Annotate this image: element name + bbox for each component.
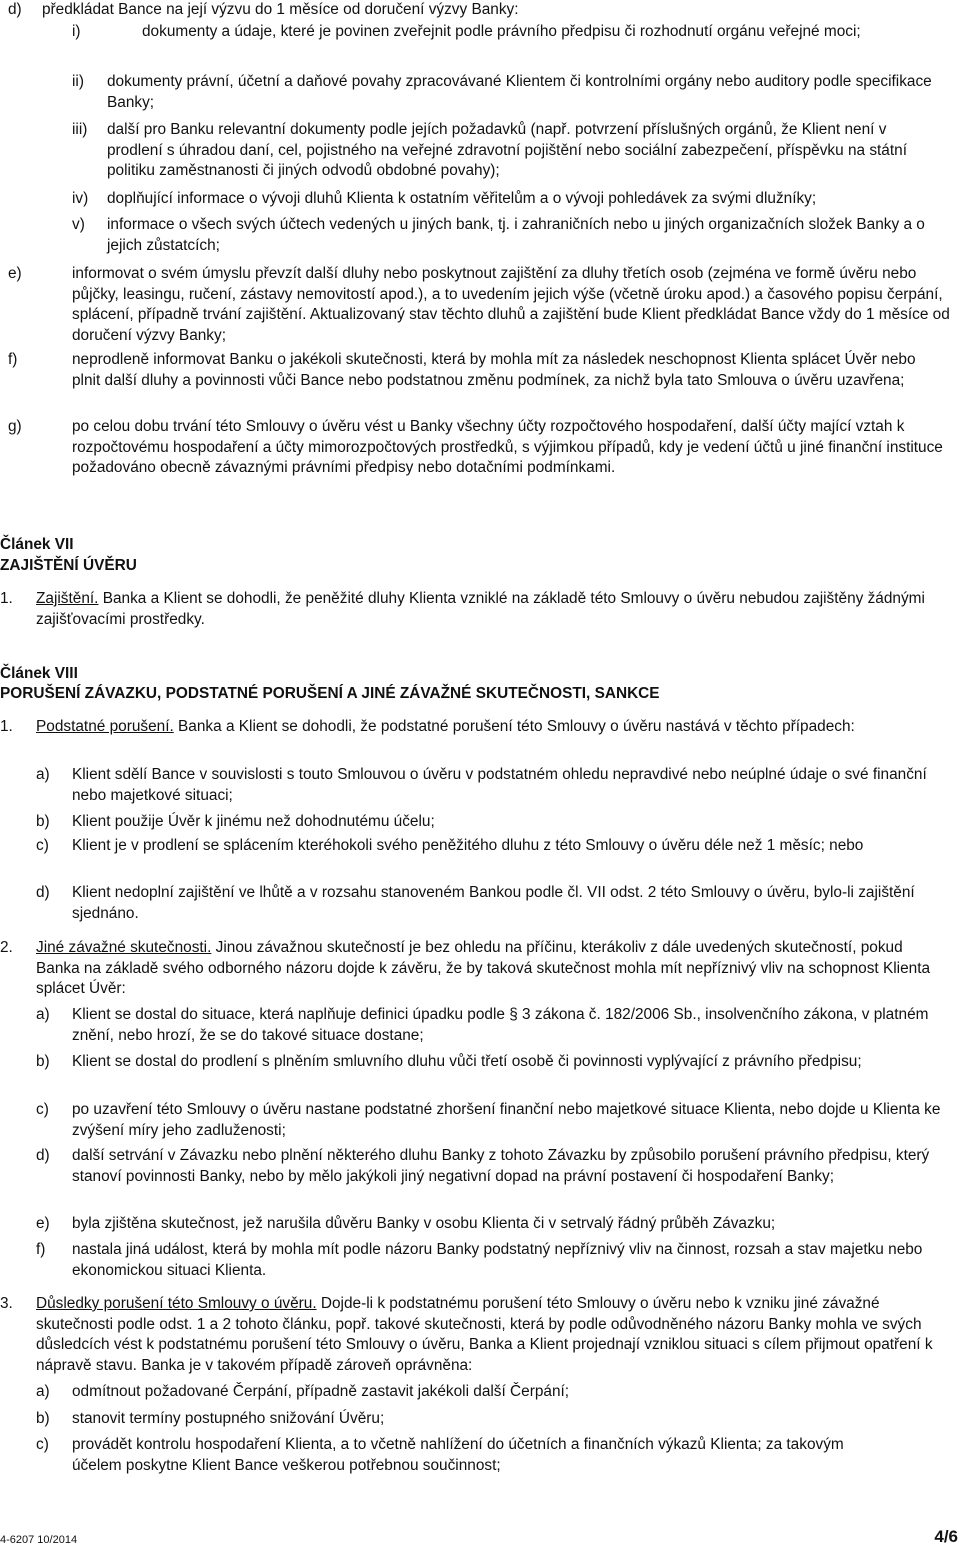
clause-g (0, 417, 945, 479)
article-7-title: Článek VII (0, 536, 74, 553)
clause-text: neprodleně informovat Banku o jakékoli skutečnosti, která by mohla mít za následek neschopnost Klienta splácet Úvěr nebo plnit další dluhy a povinnosti vůči Bance nebo podstatnou změnu podmínek, za nichž byla tato Smlouva o úvěru uzavřena; (72, 351, 916, 389)
document-code: 4-6207 10/2014 (0, 1534, 78, 1546)
sub-item-label: iii) (72, 121, 88, 138)
paragraph-caption: Důsledky porušení této Smlouvy o úvěru. (36, 1295, 317, 1312)
sub-item-label: ii) (72, 73, 84, 90)
clause-label: g) (8, 418, 22, 435)
list-item-label: d) (36, 1147, 50, 1164)
list-item-text: odmítnout požadované Čerpání, případně zastavit jakékoli další Čerpání; (72, 1383, 570, 1400)
article-8-title: Článek VIII (0, 665, 78, 682)
paragraph-body: Jinou závažnou skutečností je bez ohledu na příčinu, kterákoliv z dále uvedených skutečností, pokud Banka na základě svého odborného názoru dojde k závěru, že by taková skutečnost mohla mít nepříznivý vliv na schopnost Klienta splácet Úvěr: (36, 939, 931, 997)
sub-item-text: dokumenty a údaje, které je povinen zveřejnit podle právního předpisu či rozhodnutí orgánu veřejné moci; (142, 23, 861, 40)
paragraph-caption: Jiné závažné skutečnosti. (36, 939, 212, 956)
clause-label: d) (8, 1, 22, 18)
paragraph-caption: Zajištění. (36, 590, 99, 607)
clause-text: po celou dobu trvání této Smlouvy o úvěru vést u Banky všechny účty rozpočtového hospodaření, další účty mající vztah k rozpočtovému hospodaření a účty mimorozpočtových prostředků, s výjimkou případů, kdy je vedení účtů u jiné finanční instituce požadováno obecně závaznými právními předpisy nebo dotačními podmínkami. (72, 418, 943, 476)
list-item (0, 1435, 880, 1476)
clause-f (0, 350, 945, 391)
paragraph-body: Banka a Klient se dohodli, že podstatné porušení této Smlouvy o úvěru nastává v těchto případech: (173, 718, 855, 735)
sub-item-text: další pro Banku relevantní dokumenty podle jejích požadavků (např. potvrzení příslušných orgánů, že Klient není v prodlení s úhradou daní, cel, pojistného na veřejné zdravotní pojištění nebo sociální zabezpečení, příspěvku na státní politiku zaměstnanosti či jiných odvodů obdobné povahy); (107, 121, 907, 179)
sub-item-i (0, 22, 940, 43)
list-item-text: po uzavření této Smlouvy o úvěru nastane podstatné zhoršení finanční nebo majetkové situace Klienta, nebo dojde u Klienta ke zvýšení míry jeho zadluženosti; (72, 1101, 941, 1139)
article-8-paragraph-3 (0, 1294, 958, 1376)
paragraph-text (36, 1294, 958, 1376)
list-item (0, 812, 945, 833)
list-item (0, 1214, 958, 1235)
sub-item-label: v) (72, 216, 85, 233)
clause-d (0, 0, 958, 21)
clause-text: předkládat Bance na její výzvu do 1 měsíce od doručení výzvy Banky: (42, 1, 519, 18)
list-item-label: b) (36, 813, 50, 830)
list-item-text: byla zjištěna skutečnost, jež narušila důvěru Banky v osobu Klienta či v setrvalý řádný průběh Závazku; (72, 1215, 776, 1232)
list-item-label: b) (36, 1053, 50, 1070)
list-item (0, 765, 958, 806)
list-item (0, 883, 930, 924)
clause-e (0, 264, 958, 346)
list-item-label: a) (36, 1006, 50, 1023)
sub-item-iii (0, 120, 945, 182)
list-item (0, 1382, 945, 1403)
list-item (0, 1052, 945, 1073)
paragraph-caption: Podstatné porušení. (36, 718, 174, 735)
list-item (0, 1005, 945, 1046)
sub-item-v (0, 215, 945, 256)
list-item-text: Klient se dostal do prodlení s plněním smluvního dluhu vůči třetí osobě či povinnosti vyplývající z právního předpisu; (72, 1053, 862, 1070)
list-item-text: Klient nedoplní zajištění ve lhůtě a v rozsahu stanoveném Bankou podle čl. VII odst. 2 této Smlouvy o úvěru, bylo-li zajištění sjednáno. (72, 884, 915, 922)
list-item (0, 1409, 945, 1430)
sub-item-text: doplňující informace o vývoji dluhů Klienta k ostatním věřitelům a o vývoji pohledávek za svými dlužníky; (107, 190, 817, 207)
paragraph-number: 2. (0, 939, 13, 956)
paragraph-number: 3. (0, 1295, 13, 1312)
list-item-label: e) (36, 1215, 50, 1232)
list-item (0, 1100, 945, 1141)
page-number: 4/6 (934, 1527, 958, 1546)
sub-item-iv (0, 189, 960, 210)
article-8-subtitle: PORUŠENÍ ZÁVAZKU, PODSTATNÉ PORUŠENÍ A JINÉ ZÁVAŽNÉ SKUTEČNOSTI, SANKCE (0, 685, 660, 702)
list-item-text: provádět kontrolu hospodaření Klienta, a to včetně nahlížení do účetních a finančních výkazů Klienta; za takovým účelem poskytne Klient Bance veškerou potřebnou součinnost; (72, 1436, 844, 1474)
paragraph-text (36, 589, 930, 630)
list-item-text: stanovit termíny postupného snižování Úvěru; (72, 1410, 385, 1427)
list-item (0, 1240, 958, 1281)
article-8-paragraph-2 (0, 938, 945, 1000)
list-item-text: nastala jiná událost, která by mohla mít podle názoru Banky podstatný nepříznivý vliv na činnost, rozsah a stav majetku nebo ekonomickou situaci Klienta. (72, 1241, 923, 1279)
paragraph-number: 1. (0, 590, 13, 607)
list-item-label: b) (36, 1410, 50, 1427)
list-item-label: c) (36, 1436, 49, 1453)
sub-item-label: iv) (72, 190, 89, 207)
list-item-label: a) (36, 766, 50, 783)
clause-label: f) (8, 351, 18, 368)
paragraph-text (36, 717, 930, 738)
list-item-label: c) (36, 1101, 49, 1118)
article-7-subtitle: ZAJIŠTĚNÍ ÚVĚRU (0, 557, 137, 574)
list-item-text: Klient je v prodlení se splácením kteréhokoli svého peněžitého dluhu z této Smlouvy o úvěru déle než 1 měsíc; nebo (72, 837, 864, 854)
clause-label: e) (8, 265, 22, 282)
list-item-label: a) (36, 1383, 50, 1400)
list-item (0, 1146, 958, 1187)
list-item-label: d) (36, 884, 50, 901)
list-item-text: další setrvání v Závazku nebo plnění některého dluhu Banky z tohoto Závazku by způsobilo porušení právního předpisu, který stanoví povinnosti Banky, nebo by mělo jakýkoli jiný negativní dopad na právní postavení či hospodaření Banky; (72, 1147, 930, 1185)
paragraph-number: 1. (0, 718, 13, 735)
sub-item-ii (0, 72, 940, 113)
sub-item-text: informace o všech svých účtech vedených u jiných bank, tj. i zahraničních nebo u jiných organizačních složek Banky a o jejich zůstatcích; (107, 216, 925, 254)
list-item-label: c) (36, 837, 49, 854)
paragraph-body: Banka a Klient se dohodli, že peněžité dluhy Klienta vzniklé na základě této Smlouvy o úvěru nebudou zajištěny žádnými zajišťovacími prostředky. (36, 590, 925, 628)
article-7-paragraph-1 (0, 589, 930, 630)
clause-text: informovat o svém úmyslu převzít další dluhy nebo poskytnout zajištění za dluhy třetích osob (zejména ve formě úvěru nebo půjčky, leasingu, ručení, zástavy nemovitostí apod.), a to uvedením jejich výše (včetně úroku apod.) a časového popisu čerpání, splácení, případně trvání zajištění. Aktualizovaný stav těchto dluhů a zajištění bude Klient předkládat Bance vždy do 1 měsíce od doručení výzvy Banky; (72, 265, 950, 344)
paragraph-body: Dojde-li k podstatnému porušení této Smlouvy o úvěru nebo k vzniku jiné závažné skutečnosti podle odst. 1 a 2 tohoto článku, popř. takové skutečnosti, která by podle odůvodněného názoru Banky mohla ve svých důsledcích vést k podstatnému porušení této Smlouvy o úvěru, Banka a Klient projednají vzniklou situaci s cílem přijmout opatření k nápravě stavu. Banka je v takovém případě zároveň oprávněna: (36, 1295, 933, 1374)
paragraph-text (36, 938, 945, 1000)
list-item-text: Klient použije Úvěr k jinému než dohodnutému účelu; (72, 813, 435, 830)
list-item-text: Klient sdělí Bance v souvislosti s touto Smlouvou o úvěru v podstatném ohledu nepravdivé nebo neúplné údaje o své finanční nebo majetkové situaci; (72, 766, 927, 804)
list-item-label: f) (36, 1241, 46, 1258)
sub-item-text: dokumenty právní, účetní a daňové povahy zpracovávané Klientem či kontrolními orgány nebo auditory podle specifikace Banky; (107, 73, 932, 111)
sub-item-label: i) (72, 23, 81, 40)
list-item-text: Klient se dostal do situace, která naplňuje definici úpadku podle § 3 zákona č. 182/2006 Sb., insolvenčního zákona, v platném znění, nebo hrozí, že se do takové situace dostane; (72, 1006, 929, 1044)
article-8-paragraph-1 (0, 717, 930, 738)
list-item (0, 836, 958, 857)
